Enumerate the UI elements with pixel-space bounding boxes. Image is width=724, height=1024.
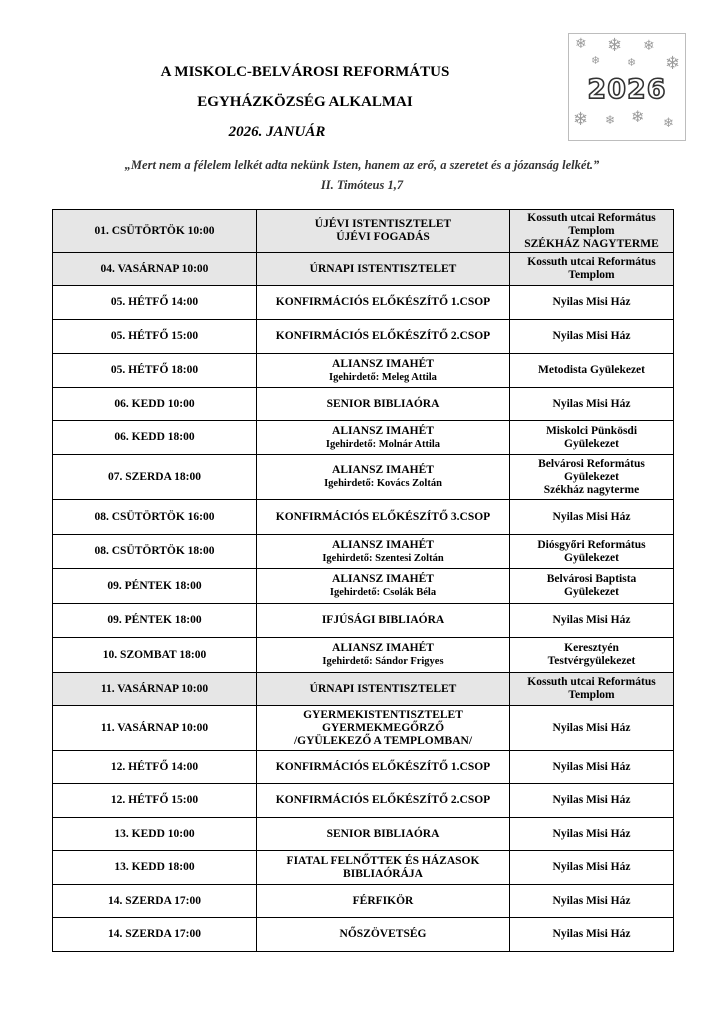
event-cell-line: FIATAL FELNŐTTEK ÉS HÁZASOK xyxy=(286,854,480,867)
events-table xyxy=(52,209,674,952)
event-cell-line: IFJÚSÁGI BIBLIAÓRA xyxy=(321,614,445,626)
snowflake-icon: ❄ xyxy=(627,57,637,69)
snowflake-icon: ❄ xyxy=(573,109,589,129)
bible-quote-reference: II. Timóteus 1,7 xyxy=(320,178,404,192)
table-row xyxy=(53,818,674,851)
place-cell-line: Gyülekezet xyxy=(564,470,619,483)
time-cell xyxy=(53,500,257,535)
place-cell xyxy=(510,535,674,569)
event-cell xyxy=(257,388,510,421)
event-cell xyxy=(257,421,510,455)
event-cell-line: ALIANSZ IMAHÉT xyxy=(332,464,434,476)
place-cell-line: Kossuth utcai Református xyxy=(527,676,656,688)
place-cell-line: Templom xyxy=(568,224,615,237)
snowflake-icon: ❄ xyxy=(631,109,645,126)
event-cell xyxy=(257,918,510,952)
event-cell xyxy=(257,604,510,638)
place-cell-line: Nyilas Misi Ház xyxy=(552,928,631,940)
time-cell-line: 01. CSÜTÖRTÖK 10:00 xyxy=(94,224,215,237)
time-cell-line: 06. KEDD 18:00 xyxy=(114,431,195,443)
time-cell-line: 14. SZERDA 17:00 xyxy=(108,928,201,940)
place-cell-line: Testvérgyülekezet xyxy=(547,655,636,667)
time-cell-line: 11. VASÁRNAP 10:00 xyxy=(100,721,209,734)
time-cell-line: 08. CSÜTÖRTÖK 18:00 xyxy=(94,545,215,557)
place-cell-line: Templom xyxy=(568,269,615,281)
event-cell xyxy=(257,500,510,535)
event-cell-line: ALIANSZ IMAHÉT xyxy=(332,357,434,370)
event-cell-line: BIBLIAÓRÁJA xyxy=(343,867,423,880)
time-cell-line: 06. KEDD 10:00 xyxy=(114,397,195,410)
event-cell xyxy=(257,885,510,918)
table-row xyxy=(53,210,674,253)
table-row xyxy=(53,638,674,673)
event-cell xyxy=(257,673,510,706)
time-cell-line: 05. HÉTFŐ 14:00 xyxy=(110,296,199,308)
snowflake-icon: ❄ xyxy=(605,113,616,127)
place-cell xyxy=(510,673,674,706)
time-cell-line: 07. SZERDA 18:00 xyxy=(108,470,201,483)
place-cell-line: Nyilas Misi Ház xyxy=(552,397,631,410)
event-cell-line: ALIANSZ IMAHÉT xyxy=(332,573,434,585)
place-cell-line: Nyilas Misi Ház xyxy=(552,296,631,308)
event-cell-line: SENIOR BIBLIAÓRA xyxy=(326,827,440,840)
place-cell-line: Nyilas Misi Ház xyxy=(552,330,631,342)
time-cell-line: 09. PÉNTEK 18:00 xyxy=(107,579,202,592)
time-cell xyxy=(53,784,257,818)
table-row xyxy=(53,500,674,535)
time-cell xyxy=(53,354,257,388)
time-cell xyxy=(53,604,257,638)
place-cell-line: Kossuth utcai Református xyxy=(527,256,656,268)
logo-year: 2026 xyxy=(587,74,667,105)
time-cell xyxy=(53,210,257,253)
place-cell xyxy=(510,253,674,286)
place-cell xyxy=(510,818,674,851)
time-cell xyxy=(53,455,257,500)
event-cell xyxy=(257,706,510,751)
place-cell-line: Nyilas Misi Ház xyxy=(552,721,631,734)
snowflake-icon: ❄ xyxy=(665,53,681,73)
event-cell xyxy=(257,455,510,500)
place-cell-line: SZÉKHÁZ NAGYTERME xyxy=(524,237,659,250)
event-cell xyxy=(257,535,510,569)
event-cell-line: SENIOR BIBLIAÓRA xyxy=(326,397,440,410)
place-cell-line: Metodista Gyülekezet xyxy=(538,364,645,376)
time-cell xyxy=(53,918,257,952)
event-cell-line: Igehirdető: Szentesi Zoltán xyxy=(322,552,444,564)
place-cell-line: Nyilas Misi Ház xyxy=(552,760,631,773)
time-cell-line: 10. SZOMBAT 18:00 xyxy=(102,648,207,661)
place-cell-line: Miskolci Pünkösdi xyxy=(545,424,638,437)
table-row xyxy=(53,421,674,455)
place-cell xyxy=(510,918,674,952)
place-cell-line: Belvárosi Református xyxy=(538,457,645,470)
snowflake-icon: ❄ xyxy=(607,35,623,55)
time-cell-line: 14. SZERDA 17:00 xyxy=(108,894,201,907)
time-cell xyxy=(53,751,257,784)
event-cell xyxy=(257,851,510,885)
place-cell-line: Nyilas Misi Ház xyxy=(552,794,631,806)
table-row xyxy=(53,918,674,952)
event-cell-line: KONFIRMÁCIÓS ELŐKÉSZÍTŐ 1.CSOP xyxy=(275,760,491,773)
time-cell-line: 12. HÉTFŐ 15:00 xyxy=(110,794,199,806)
snowflake-icon: ❄ xyxy=(663,115,674,130)
table-row xyxy=(53,706,674,751)
table-row xyxy=(53,604,674,638)
place-cell-line: Kossuth utcai Református xyxy=(527,211,656,224)
place-cell xyxy=(510,851,674,885)
place-cell-line: Nyilas Misi Ház xyxy=(552,827,631,840)
place-cell xyxy=(510,421,674,455)
event-cell-line: ALIANSZ IMAHÉT xyxy=(332,424,434,437)
snowflake-icon: ❄ xyxy=(591,55,601,67)
event-cell-line: FÉRFIKÖR xyxy=(352,894,414,907)
time-cell xyxy=(53,851,257,885)
place-cell xyxy=(510,500,674,535)
time-cell xyxy=(53,569,257,604)
place-cell-line: Templom xyxy=(568,689,615,701)
time-cell xyxy=(53,320,257,354)
time-cell-line: 13. KEDD 10:00 xyxy=(114,827,195,840)
event-cell-line: Igehirdető: Meleg Attila xyxy=(329,371,437,383)
time-cell xyxy=(53,638,257,673)
event-cell xyxy=(257,818,510,851)
place-cell-line: Gyülekezet xyxy=(564,437,619,450)
event-cell-line: ÚRNAPI ISTENTISZTELET xyxy=(309,262,457,275)
event-cell xyxy=(257,638,510,673)
table-row xyxy=(53,851,674,885)
time-cell xyxy=(53,421,257,455)
event-cell-line: ALIANSZ IMAHÉT xyxy=(332,642,434,654)
place-cell-line: Belvárosi Baptista xyxy=(546,573,637,585)
event-cell-line: KONFIRMÁCIÓS ELŐKÉSZÍTŐ 2.CSOP xyxy=(275,794,491,806)
table-row xyxy=(53,751,674,784)
time-cell-line: 08. CSÜTÖRTÖK 16:00 xyxy=(94,510,215,523)
event-cell-line: KONFIRMÁCIÓS ELŐKÉSZÍTŐ 2.CSOP xyxy=(275,330,491,342)
place-cell xyxy=(510,210,674,253)
place-cell xyxy=(510,354,674,388)
place-cell-line: Nyilas Misi Ház xyxy=(552,894,631,907)
time-cell-line: 05. HÉTFŐ 15:00 xyxy=(110,330,199,342)
event-cell-line: /GYÜLEKEZŐ A TEMPLOMBAN/ xyxy=(293,734,473,747)
event-cell-line: ÚJÉVI ISTENTISZTELET xyxy=(314,218,452,230)
event-cell-line: KONFIRMÁCIÓS ELŐKÉSZÍTŐ 1.CSOP xyxy=(275,296,491,308)
event-cell xyxy=(257,354,510,388)
event-cell-line: Igehirdető: Sándor Frigyes xyxy=(322,656,444,667)
event-cell xyxy=(257,286,510,320)
time-cell xyxy=(53,388,257,421)
event-cell xyxy=(257,751,510,784)
place-cell xyxy=(510,604,674,638)
time-cell-line: 12. HÉTFŐ 14:00 xyxy=(110,760,199,773)
place-cell xyxy=(510,751,674,784)
place-cell xyxy=(510,706,674,751)
title-line-1: A MISKOLC-BELVÁROSI REFORMÁTUS xyxy=(160,64,450,80)
time-cell xyxy=(53,885,257,918)
snowflake-icon: ❄ xyxy=(643,39,655,54)
table-row xyxy=(53,784,674,818)
table-row xyxy=(53,885,674,918)
event-cell-line: KONFIRMÁCIÓS ELŐKÉSZÍTŐ 3.CSOP xyxy=(275,510,491,523)
event-cell xyxy=(257,253,510,286)
table-row xyxy=(53,455,674,500)
table-row xyxy=(53,354,674,388)
time-cell xyxy=(53,535,257,569)
event-cell xyxy=(257,210,510,253)
table-row xyxy=(53,673,674,706)
month-title: 2026. JANUÁR xyxy=(228,124,326,140)
place-cell-line: Nyilas Misi Ház xyxy=(552,861,631,873)
event-cell-line: NŐSZÖVETSÉG xyxy=(339,928,427,940)
snowflake-icon: ❄ xyxy=(575,37,587,52)
table-row xyxy=(53,569,674,604)
event-cell xyxy=(257,784,510,818)
place-cell xyxy=(510,784,674,818)
place-cell-line: Székház nagyterme xyxy=(543,483,640,496)
event-cell xyxy=(257,569,510,604)
place-cell xyxy=(510,569,674,604)
event-cell-line: Igehirdető: Csolák Béla xyxy=(329,587,437,598)
place-cell-line: Nyilas Misi Ház xyxy=(552,510,631,523)
event-cell-line: GYERMEKISTENTISZTELET xyxy=(303,708,463,721)
title-line-2: EGYHÁZKÖZSÉG ALKALMAI xyxy=(197,94,413,110)
event-cell-line: ÚJÉVI FOGADÁS xyxy=(336,231,430,243)
place-cell xyxy=(510,388,674,421)
table-row xyxy=(53,320,674,354)
event-cell xyxy=(257,320,510,354)
place-cell-line: Keresztyén xyxy=(564,642,619,654)
place-cell-line: Diósgyőri Református xyxy=(537,538,646,551)
time-cell-line: 11. VASÁRNAP 10:00 xyxy=(100,682,209,695)
place-cell-line: Gyülekezet xyxy=(564,586,619,598)
time-cell xyxy=(53,673,257,706)
place-cell-line: Nyilas Misi Ház xyxy=(552,614,631,626)
time-cell xyxy=(53,286,257,320)
table-row xyxy=(53,253,674,286)
time-cell-line: 13. KEDD 18:00 xyxy=(114,861,195,873)
time-cell-line: 05. HÉTFŐ 18:00 xyxy=(110,364,199,376)
time-cell xyxy=(53,706,257,751)
table-row xyxy=(53,286,674,320)
event-cell-line: ÚRNAPI ISTENTISZTELET xyxy=(309,682,457,695)
place-cell xyxy=(510,885,674,918)
year-2026-logo xyxy=(568,33,686,141)
event-cell-line: GYERMEKMEGŐRZŐ xyxy=(321,721,445,734)
time-cell xyxy=(53,253,257,286)
table-row xyxy=(53,535,674,569)
event-cell-line: Igehirdető: Molnár Attila xyxy=(325,438,441,450)
time-cell xyxy=(53,818,257,851)
event-cell-line: Igehirdető: Kovács Zoltán xyxy=(324,478,442,489)
place-cell-line: Gyülekezet xyxy=(564,551,619,564)
bible-quote: „Mert nem a félelem lelkét adta nekünk Isten, hanem az erő, a szeretet és a józanság lelkét.” xyxy=(124,158,600,172)
place-cell xyxy=(510,320,674,354)
time-cell-line: 04. VASÁRNAP 10:00 xyxy=(100,262,209,275)
time-cell-line: 09. PÉNTEK 18:00 xyxy=(107,614,202,626)
table-row xyxy=(53,388,674,421)
event-cell-line: ALIANSZ IMAHÉT xyxy=(332,538,434,551)
place-cell xyxy=(510,638,674,673)
place-cell xyxy=(510,455,674,500)
place-cell xyxy=(510,286,674,320)
